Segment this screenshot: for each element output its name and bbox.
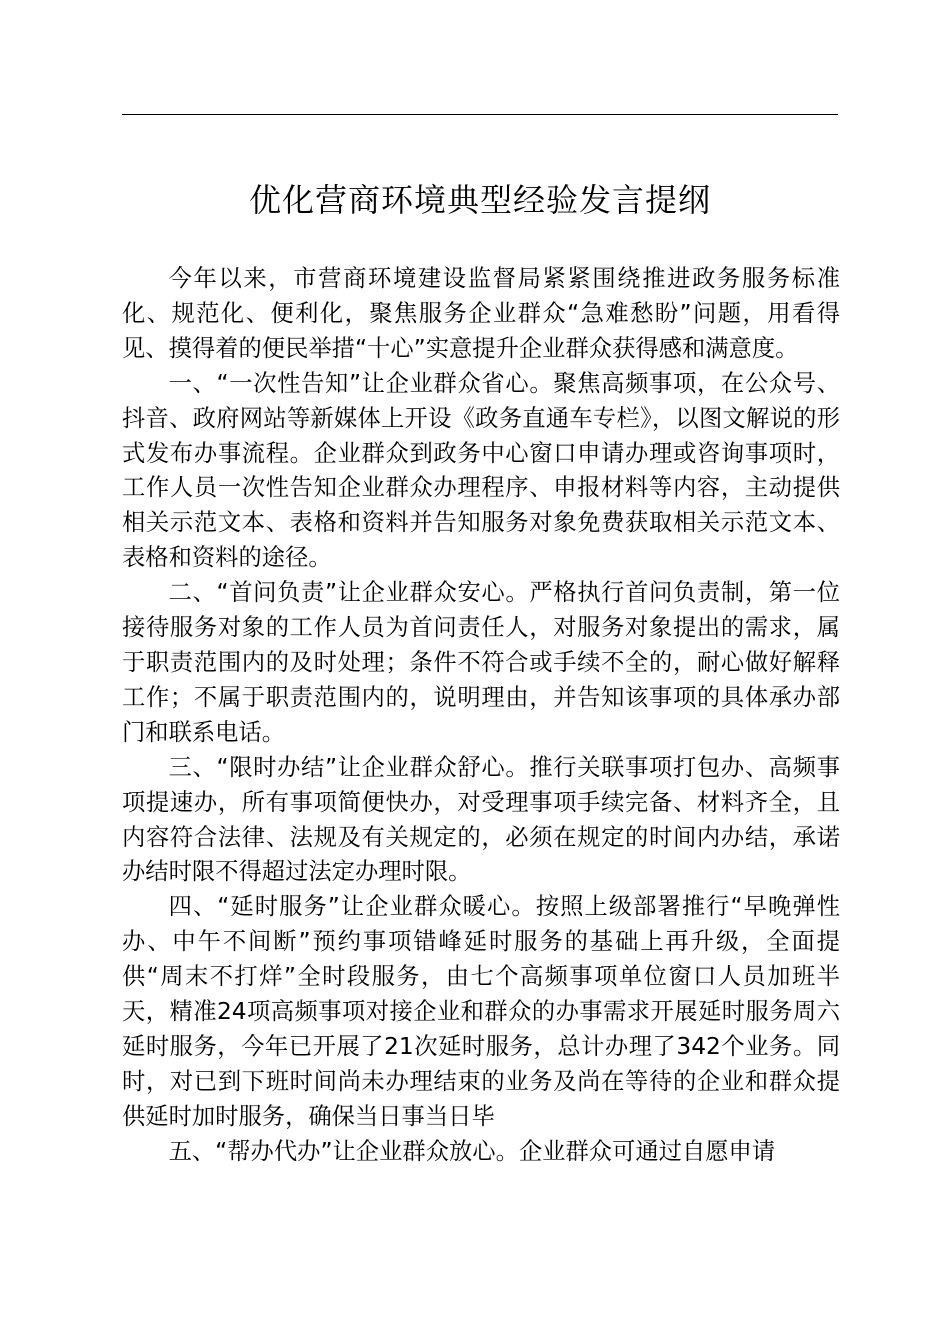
document-body xyxy=(122,262,840,1170)
document-title: 优化营商环境典型经验发言提纲 xyxy=(248,181,711,219)
paragraph-section-3: 三、“限时办结”让企业群众舒心。推行关联事项打包办、高频事项提速办，所有事项简便快办，对受理事项手续完备、材料齐全，且内容符合法律、法规及有关规定的，必须在规定的时间内办结，承诺办结时限不得超过法定办理时限。 xyxy=(122,753,840,886)
header-rule xyxy=(122,114,838,115)
paragraph-intro: 今年以来，市营商环境建设监督局紧紧围绕推进政务服务标准化、规范化、便利化，聚焦服务企业群众“急难愁盼”问题，用看得见、摸得着的便民举措“十心”实意提升企业群众获得感和满意度。 xyxy=(122,265,840,362)
paragraph-section-5: 五、“帮办代办”让企业群众放心。企业群众可通过自愿申请 xyxy=(168,1137,776,1165)
paragraph-section-4: 四、“延时服务”让企业群众暖心。按照上级部署推行“早晚弹性办、中午不间断”预约事项错峰延时服务的基础上再升级，全面提供“周末不打烊”全时段服务，由七个高频事项单位窗口人员加班半天，精准24项高频事项对接企业和群众的办事需求开展延时服务周六延时服务，今年已开展了21次延时服务，总计办理了342个业务。同时，对已到下班时间尚未办理结束的业务及尚在等待的企业和群众提供延时加时服务，确保当日事当日毕 xyxy=(122,893,840,1130)
paragraph-section-2: 二、“首问负责”让企业群众安心。严格执行首问负责制，第一位接待服务对象的工作人员为首问责任人，对服务对象提出的需求，属于职责范围内的及时处理；条件不符合或手续不全的，耐心做好解释工作；不属于职责范围内的，说明理由，并告知该事项的具体承办部门和联系电话。 xyxy=(122,579,840,746)
paragraph-section-1: 一、“一次性告知”让企业群众省心。聚焦高频事项，在公众号、抖音、政府网站等新媒体上开设《政务直通车专栏》，以图文解说的形式发布办事流程。企业群众到政务中心窗口申请办理或咨询事项时，工作人员一次性告知企业群众办理程序、申报材料等内容，主动提供相关示范文本、表格和资料并告知服务对象免费获取相关示范文本、表格和资料的途径。 xyxy=(122,369,840,572)
